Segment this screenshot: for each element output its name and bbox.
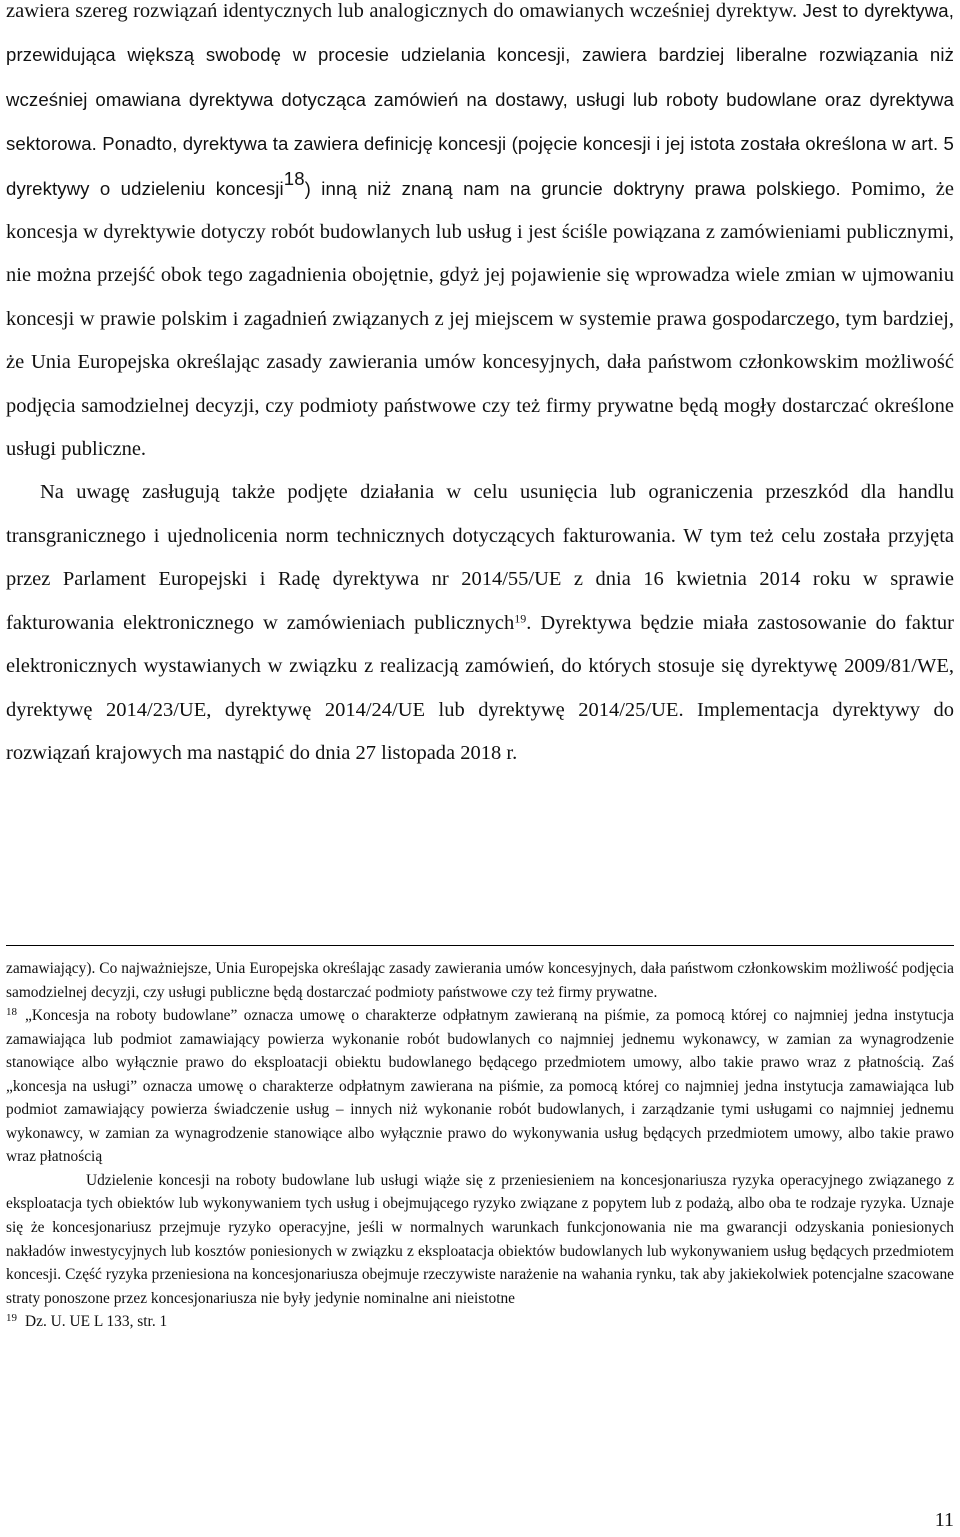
- page-number: 11: [934, 1509, 954, 1531]
- main-text: [6, 0, 954, 775]
- footnotes: [6, 957, 954, 1334]
- footnote-ref-19[interactable]: 19: [514, 611, 527, 626]
- footnote-19: [6, 1310, 954, 1334]
- paragraph-1-line-1: zawiera szereg rozwiązań identycznych lub analogicznych do omawianych wcześniej: [6, 0, 711, 22]
- paragraph-2-text: Na uwagę zasługują także podjęte działania w celu usunięcia lub ograniczenia przeszkód dla handlu transgranicznego i ujednolicenia norm technicznych dotyczących fakturowania. W tym też celu została przyjęta przez Parlament Europejski i Radę dyrektywa nr 2014/55/UE z dnia 16 kwietnia 2014 roku w sprawie fakturowania elektronicznego w zamówieniach publicznych: [6, 481, 954, 634]
- paragraph-1-serif-text: Pomimo, że koncesja w dyrektywie dotyczy robót budowlanych lub usług i jest ściśle powiązana z zamówieniami publicznymi, nie można przejść obok tego zagadnienia obojętnie, gdyż jej pojawienie się wprowadza wiele zmian w ujmowaniu koncesji w prawie polskim i zagadnień związanych z jej miejscem w systemie prawa gospodarczego, tym bardziej, że Unia Europejska określając zasady zawierania umów koncesyjnych, dała państwom członkowskim możliwość podjęcia samodzielnej decyzji, czy podmioty państwowe czy też firmy prywatne będą mogły dostarczać określone usługi publiczne.: [6, 177, 954, 461]
- footnote-18-mark: 18: [6, 1005, 17, 1018]
- paragraph-2: [6, 471, 954, 775]
- footnote-separator: [6, 945, 954, 946]
- paragraph-1-line-2: dyrektyw.: [715, 0, 798, 22]
- footnote-18-text: „Koncesja na roboty budowlane” oznacza umowę o charakterze odpłatnym zawieraną na piśmie, za pomocą której co najmniej jedna instytucja zamawiająca lub podmiot zamawiający powierza wykonanie robót budowlanych co najmniej jednemu wykonawcy, w zamian za wynagrodzenie stanowiące albo wyłącznie prawo do eksploatacji obiektu budowlanego będącego przedmiotem umowy, albo takie prawo wraz z płatnością. Zaś „koncesja na usługi” oznacza umowę o charakterze odpłatnym zawierana na piśmie, za pomocą której co najmniej jedna instytucja zamawiająca lub podmiot zamawiający powierza świadczenie usług – innych niż wykonanie robót budowlanych, i zarządzanie tymi usługami co najmniej jednemu wykonawcy, w zamian za wynagrodzenie stanowiące albo wyłącznie prawo do wykonywania usług będących przedmiotem umowy, albo takie prawo wraz płatnością: [6, 1007, 954, 1166]
- footnote-ref-18[interactable]: 18: [283, 167, 305, 189]
- footnote-18-continued: Udzielenie koncesji na roboty budowlane lub usługi wiąże się z przeniesieniem na koncesjonariusza ryzyka operacyjnego związanego z eksploatacja tych obiektów lub wykonywaniem tych usług i obejmującego ryzyko związane z popytem lub z podażą, albo oba te rodzaje ryzyka. Uznaje się że koncesjonariusz przejmuje ryzyko operacyjne, jeśli w normalnych warunkach funkcjonowania nie ma gwarancji odzyskania poniesionych nakładów inwestycyjnych lub kosztów poniesionych w związku z eksploatacja obiektów budowlanych lub wykonywaniem usług będących przedmiotem koncesji. Część ryzyka przeniesiona na koncesjonariusza obejmuje rzeczywiste narażenie na wahania rynku, tak aby jakiekolwiek potencjalne szacowane straty ponoszone przez koncesjonariusza nie były jedynie nominalne ani nieistotne: [6, 1171, 954, 1307]
- paragraph-2-text-end: . Dyrektywa będzie miała zastosowanie do faktur elektronicznych wystawianych w związku z realizacją zamówień, do których stosuje się dyrektywę 2009/81/WE, dyrektywę 2014/23/UE, dyrektywę 2014/24/UE lub dyrektywę 2014/25/UE. Implementacja dyrektywy do rozwiązań krajowych ma nastąpić do dnia 27 listopada 2018 r.: [6, 611, 954, 764]
- paragraph-1-sans-text: Jest to dyrektywa, przewidująca większą swobodę w procesie udzielania koncesji, zawiera bardziej liberalne rozwiązania niż wcześniej omawiana dyrektywa dotycząca zamówień na dostawy, usługi lub roboty budowlane oraz dyrektywa sektorowa. Ponadto, dyrektywa ta zawiera definicję koncesji (pojęcie koncesji i jej istota została określona w art. 5 dyrektywy o udzieleniu koncesji: [6, 0, 954, 199]
- footnote-continuation: zamawiający). Co najważniejsze, Unia Europejska określając zasady zawierania umów koncesyjnych, dała państwom członkowskim możliwość podjęcia samodzielnej decyzji, czy usługi publiczne będą dostarczać podmioty państwowe czy też firmy prywatne.: [6, 960, 954, 1001]
- paragraph-1: [6, 0, 954, 471]
- footnote-19-text: Dz. U. UE L 133, str. 1: [25, 1313, 168, 1331]
- paragraph-1-sans-text-end: ) inną niż znaną nam na gruncie doktryny prawa polskiego.: [304, 177, 841, 199]
- footnote-18: [6, 1004, 954, 1169]
- document-page: [6, 0, 954, 1331]
- footnote-19-mark: 19: [6, 1311, 17, 1324]
